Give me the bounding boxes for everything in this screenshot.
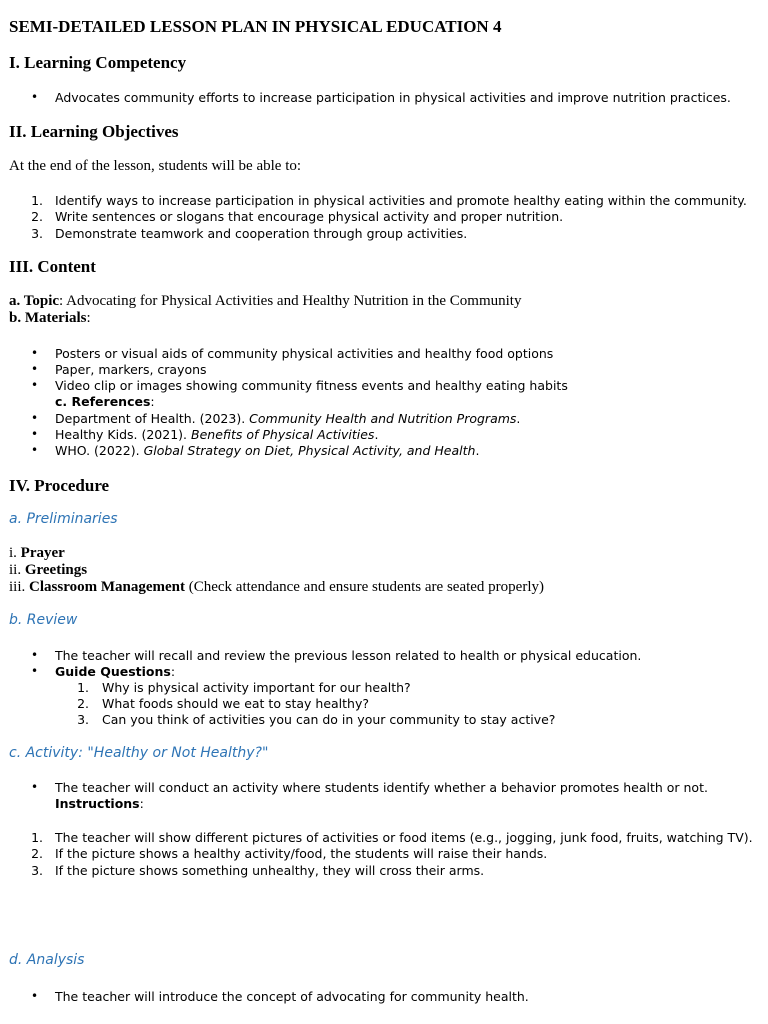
materials-line bbox=[9, 310, 91, 327]
list-number: 3. bbox=[31, 863, 43, 878]
list-item bbox=[9, 443, 758, 459]
guide-colon: : bbox=[170, 664, 176, 679]
list-item bbox=[9, 712, 758, 728]
list-item-text: The teacher will introduce the concept of advocating for community health. bbox=[55, 989, 529, 1004]
references-line bbox=[9, 394, 758, 410]
bullet-marker: • bbox=[31, 346, 39, 360]
bullet-marker: • bbox=[31, 780, 39, 794]
list-item bbox=[9, 830, 758, 846]
list-item bbox=[9, 378, 758, 394]
reference-text: Department of Health. (2023). Community Health and Nutrition Programs. bbox=[55, 411, 521, 426]
topic-line bbox=[9, 293, 521, 310]
objectives-intro: At the end of the lesson, students will be able to: bbox=[9, 158, 302, 174]
list-item-text: Identify ways to increase participation in physical activities and promote healthy eating within the community. bbox=[55, 193, 747, 208]
reference-text: WHO. (2022). Global Strategy on Diet, Physical Activity, and Health. bbox=[55, 443, 480, 458]
list-item-text: Video clip or images showing community fitness events and healthy eating habits bbox=[55, 378, 568, 393]
bullet-marker: • bbox=[31, 443, 39, 457]
list-item bbox=[9, 346, 758, 362]
list-number: 1. bbox=[31, 830, 43, 845]
section-heading-competency: I. Learning Competency bbox=[9, 53, 187, 72]
list-number: 1. bbox=[77, 680, 89, 695]
section-heading-procedure: IV. Procedure bbox=[9, 476, 110, 495]
instructions-line bbox=[9, 796, 758, 812]
list-item-text: Demonstrate teamwork and cooperation through group activities. bbox=[55, 226, 468, 241]
list-item-text: If the picture shows something unhealthy, they will cross their arms. bbox=[55, 863, 485, 878]
section-heading-content: III. Content bbox=[9, 257, 96, 276]
list-item-text: Write sentences or slogans that encourage physical activity and proper nutrition. bbox=[55, 209, 564, 224]
list-item-text: The teacher will conduct an activity where students identify whether a behavior promotes health or not. bbox=[55, 780, 708, 795]
list-item bbox=[9, 680, 758, 696]
bullet-marker: • bbox=[31, 411, 39, 425]
prelim-item: ii. Greetings bbox=[9, 562, 88, 578]
instructions-colon: : bbox=[139, 796, 144, 811]
document-title: SEMI-DETAILED LESSON PLAN IN PHYSICAL EDUCATION 4 bbox=[9, 17, 502, 36]
reference-text: Healthy Kids. (2021). Benefits of Physical Activities. bbox=[55, 427, 379, 442]
list-item bbox=[9, 226, 758, 242]
bullet-marker: • bbox=[31, 362, 39, 376]
references-colon: : bbox=[150, 394, 155, 409]
list-item bbox=[9, 696, 758, 712]
list-number: 2. bbox=[31, 846, 43, 861]
prelim-item: iii. Classroom Management (Check attendance and ensure students are seated properly) bbox=[9, 579, 544, 595]
list-item-text: If the picture shows a healthy activity/food, the students will raise their hands. bbox=[55, 846, 548, 861]
list-item bbox=[9, 846, 758, 862]
subheading-preliminaries: a. Preliminaries bbox=[9, 511, 118, 527]
list-item bbox=[9, 362, 758, 378]
list-item bbox=[9, 863, 758, 879]
instructions-label: Instructions bbox=[55, 796, 140, 811]
guide-questions-label: Guide Questions bbox=[55, 664, 171, 679]
bullet-marker: • bbox=[31, 989, 39, 1003]
list-item-text: The teacher will recall and review the previous lesson related to health or physical education. bbox=[55, 648, 642, 663]
list-item bbox=[9, 989, 758, 1005]
list-item-text: Posters or visual aids of community physical activities and healthy food options bbox=[55, 346, 554, 361]
list-item bbox=[9, 193, 758, 209]
section-heading-objectives: II. Learning Objectives bbox=[9, 122, 179, 141]
list-number: 1. bbox=[31, 193, 43, 208]
subheading-activity: c. Activity: "Healthy or Not Healthy?" bbox=[9, 745, 269, 761]
list-number: 2. bbox=[31, 209, 43, 224]
list-item-text: The teacher will show different pictures of activities or food items (e.g., jogging, junk food, fruits, watching TV). bbox=[55, 830, 753, 845]
list-item bbox=[9, 411, 758, 427]
list-item bbox=[9, 780, 758, 796]
list-item bbox=[9, 209, 758, 225]
list-item bbox=[9, 648, 758, 664]
list-item bbox=[9, 427, 758, 443]
topic-value: : Advocating for Physical Activities and Healthy Nutrition in the Community bbox=[59, 293, 522, 309]
bullet-marker: • bbox=[31, 664, 39, 678]
topic-label: a. Topic bbox=[9, 293, 60, 309]
list-item bbox=[9, 90, 758, 106]
list-item-text: Advocates community efforts to increase participation in physical activities and improve nutrition practices. bbox=[55, 90, 731, 105]
bullet-marker: • bbox=[31, 90, 39, 104]
list-number: 3. bbox=[31, 226, 43, 241]
subheading-analysis: d. Analysis bbox=[9, 952, 85, 968]
list-item-text: Can you think of activities you can do in your community to stay active? bbox=[102, 712, 556, 727]
subheading-review: b. Review bbox=[9, 612, 78, 628]
materials-colon: : bbox=[86, 310, 91, 326]
list-number: 3. bbox=[77, 712, 89, 727]
list-item-text: Why is physical activity important for our health? bbox=[102, 680, 411, 695]
references-label: c. References bbox=[55, 394, 151, 409]
materials-label: b. Materials bbox=[9, 310, 87, 326]
bullet-marker: • bbox=[31, 427, 39, 441]
bullet-marker: • bbox=[31, 378, 39, 392]
prelim-item: i. Prayer bbox=[9, 545, 65, 561]
list-item-text: Paper, markers, crayons bbox=[55, 362, 207, 377]
list-item bbox=[9, 664, 758, 680]
bullet-marker: • bbox=[31, 648, 39, 662]
list-number: 2. bbox=[77, 696, 89, 711]
list-item-text: What foods should we eat to stay healthy? bbox=[102, 696, 369, 711]
